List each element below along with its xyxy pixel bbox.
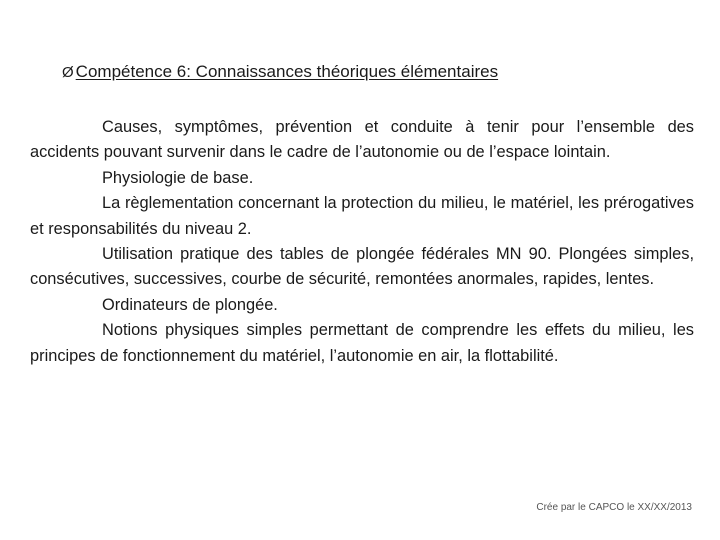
paragraph-tables-plongee: Utilisation pratique des tables de plongée fédérales MN 90. Plongées simples, consécutives, successives, courbe de sécurité, remontées anormales, rapides, lentes.	[30, 245, 694, 289]
paragraph-notions-physiques: Notions physiques simples permettant de comprendre les effets du milieu, les principes de fonctionnement du matériel, l’autonomie en air, la flottabilité.	[30, 321, 694, 365]
heading-text: Compétence 6: Connaissances théoriques élémentaires	[75, 62, 499, 81]
paragraph-accidents: Causes, symptômes, prévention et conduite à tenir pour l’ensemble des accidents pouvant survenir dans le cadre de l’autonomie ou de l’espace lointain.	[30, 118, 694, 162]
arrow-bullet-icon: Ø	[62, 64, 74, 81]
section-heading	[62, 60, 498, 85]
footer-credit: Crée par le CAPCO le XX/XX/2013	[536, 502, 692, 513]
content-body	[30, 115, 694, 369]
paragraph-reglementation: La règlementation concernant la protection du milieu, le matériel, les prérogatives et responsabilités du niveau 2.	[30, 194, 694, 238]
paragraph-physiologie: Physiologie de base.	[102, 168, 254, 187]
paragraph-ordinateurs: Ordinateurs de plongée.	[102, 295, 278, 314]
